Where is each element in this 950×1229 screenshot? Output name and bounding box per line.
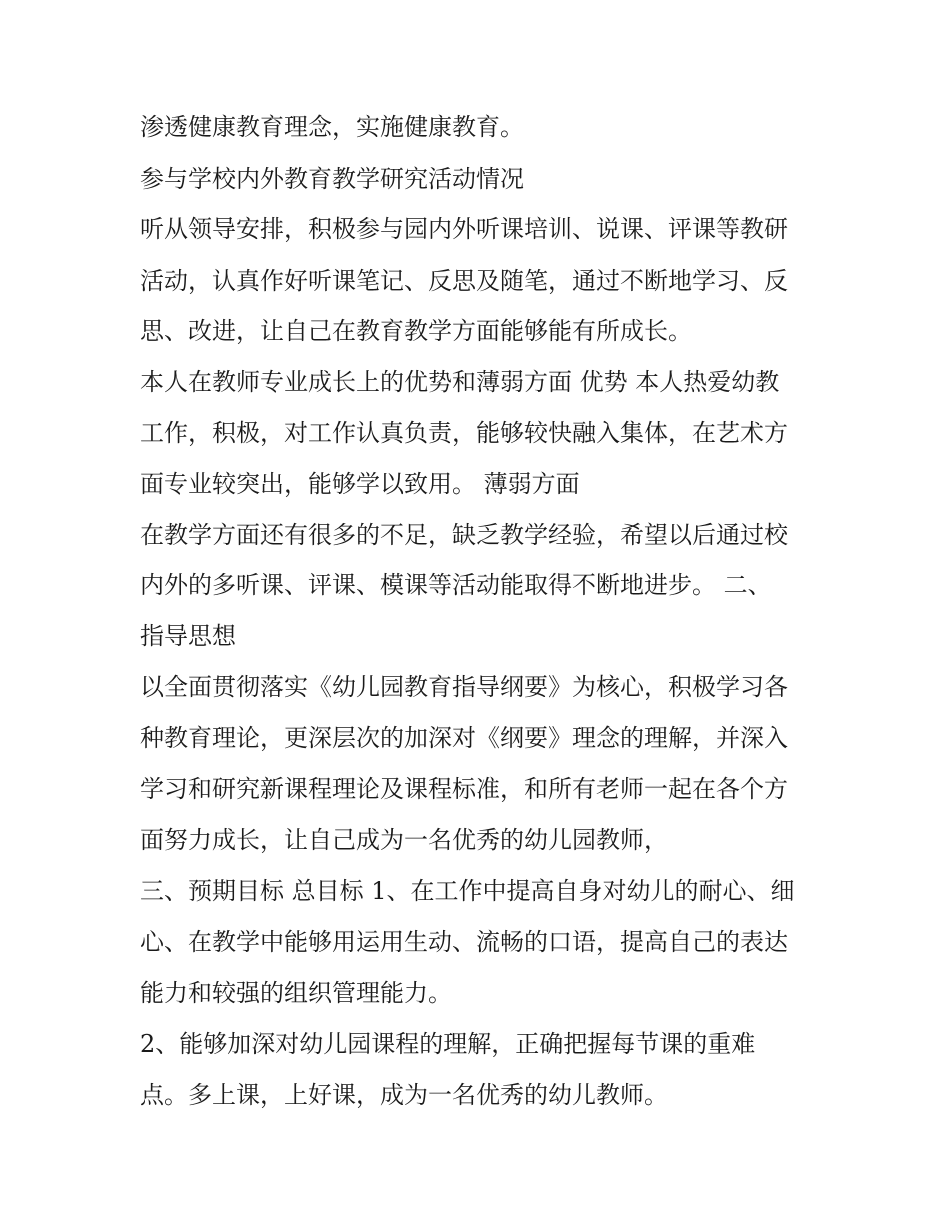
text-line: 种教育理论，更深层次的加深对《纲要》理念的理解，并深入	[140, 724, 788, 752]
text-line: 面专业较突出，能够学以致用。 薄弱方面	[140, 470, 580, 498]
text-line: 面努力成长，让自己成为一名优秀的幼儿园教师，	[140, 826, 668, 854]
text-line: 能力和较强的组织管理能力。	[140, 979, 452, 1007]
text-line: 心、在教学中能够用运用生动、流畅的口语，提高自己的表达	[140, 928, 788, 956]
text-line: 听从领导安排，积极参与园内外听课培训、说课、评课等教研	[140, 215, 788, 243]
text-line: 以全面贯彻落实《幼儿园教育指导纲要》为核心，积极学习各	[140, 673, 788, 701]
text-line: 渗透健康教育理念，实施健康教育。	[140, 113, 524, 141]
text-line: 学习和研究新课程理论及课程标准，和所有老师一起在各个方	[140, 775, 788, 803]
text-line: 本人在教师专业成长上的优势和薄弱方面 优势 本人热爱幼教	[140, 368, 780, 396]
text-line: 工作，积极，对工作认真负责，能够较快融入集体，在艺术方	[140, 419, 788, 447]
text-line: 活动，认真作好听课笔记、反思及随笔，通过不断地学习、反	[140, 267, 788, 295]
text-line: 点。多上课，上好课，成为一名优秀的幼儿教师。	[140, 1081, 668, 1109]
text-line: 内外的多听课、评课、模课等活动能取得不断地进步。 二、	[140, 571, 772, 599]
text-line: 指导思想	[140, 622, 236, 650]
text-line: 2、能够加深对幼儿园课程的理解，正确把握每节课的重难	[140, 1030, 756, 1058]
text-line: 参与学校内外教育教学研究活动情况	[140, 165, 524, 193]
text-line: 在教学方面还有很多的不足，缺乏教学经验，希望以后通过校	[140, 521, 788, 549]
text-line: 三、预期目标 总目标 1、在工作中提高自身对幼儿的耐心、细	[140, 877, 795, 905]
text-line: 思、改进，让自己在教育教学方面能够能有所成长。	[140, 317, 692, 345]
